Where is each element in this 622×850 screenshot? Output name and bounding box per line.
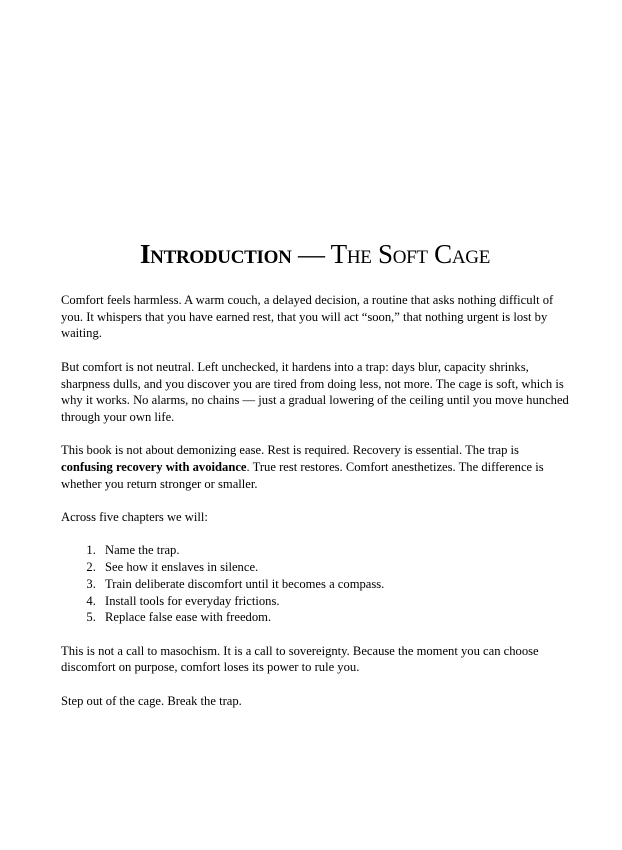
chapter-list (61, 542, 569, 626)
list-item: 3. Train deliberate discomfort until it becomes a compass. (99, 576, 569, 593)
list-item: 1. Name the trap. (99, 542, 569, 559)
list-item: 4. Install tools for everyday frictions. (99, 593, 569, 610)
paragraph: This is not a call to masochism. It is a call to sovereignty. Because the moment you can choose discomfort on purpose, comfort loses its power to rule you. (61, 643, 539, 675)
text: . True rest restores. Comfort anesthetizes. The difference is whether you return stronger or smaller. (61, 460, 544, 491)
list-item: 2. See how it enslaves in silence. (99, 559, 569, 576)
paragraph: Comfort feels harmless. A warm couch, a delayed decision, a routine that asks nothing difficult of you. It whispers that you have earned rest, that you will act “soon,” that nothing urgent is lost by waiting. (61, 293, 554, 341)
paragraph (61, 442, 569, 492)
paragraph: But comfort is not neutral. Left unchecked, it hardens into a trap: days blur, capacity shrinks, sharpness dulls, and you discover you are tired from doing less, not more. The cage is soft, which is why it works. No alarms, no chains — just a gradual lowering of the ceiling until you move hunched through your own life. (61, 359, 569, 424)
paragraph: Step out of the cage. Break the trap. (61, 693, 242, 708)
chapter-title-bold: Introduction (139, 239, 292, 269)
list-intro: Across five chapters we will: (61, 510, 208, 525)
chapter-title-rest: — The Soft Cage (291, 239, 491, 269)
bold-phrase: confusing recovery with avoidance (61, 460, 247, 474)
document-page (61, 238, 569, 726)
text: This book is not about demonizing ease. Rest is required. Recovery is essential. The trap is (61, 443, 519, 458)
list-item: 5. Replace false ease with freedom. (99, 609, 569, 626)
chapter-title (61, 238, 569, 270)
